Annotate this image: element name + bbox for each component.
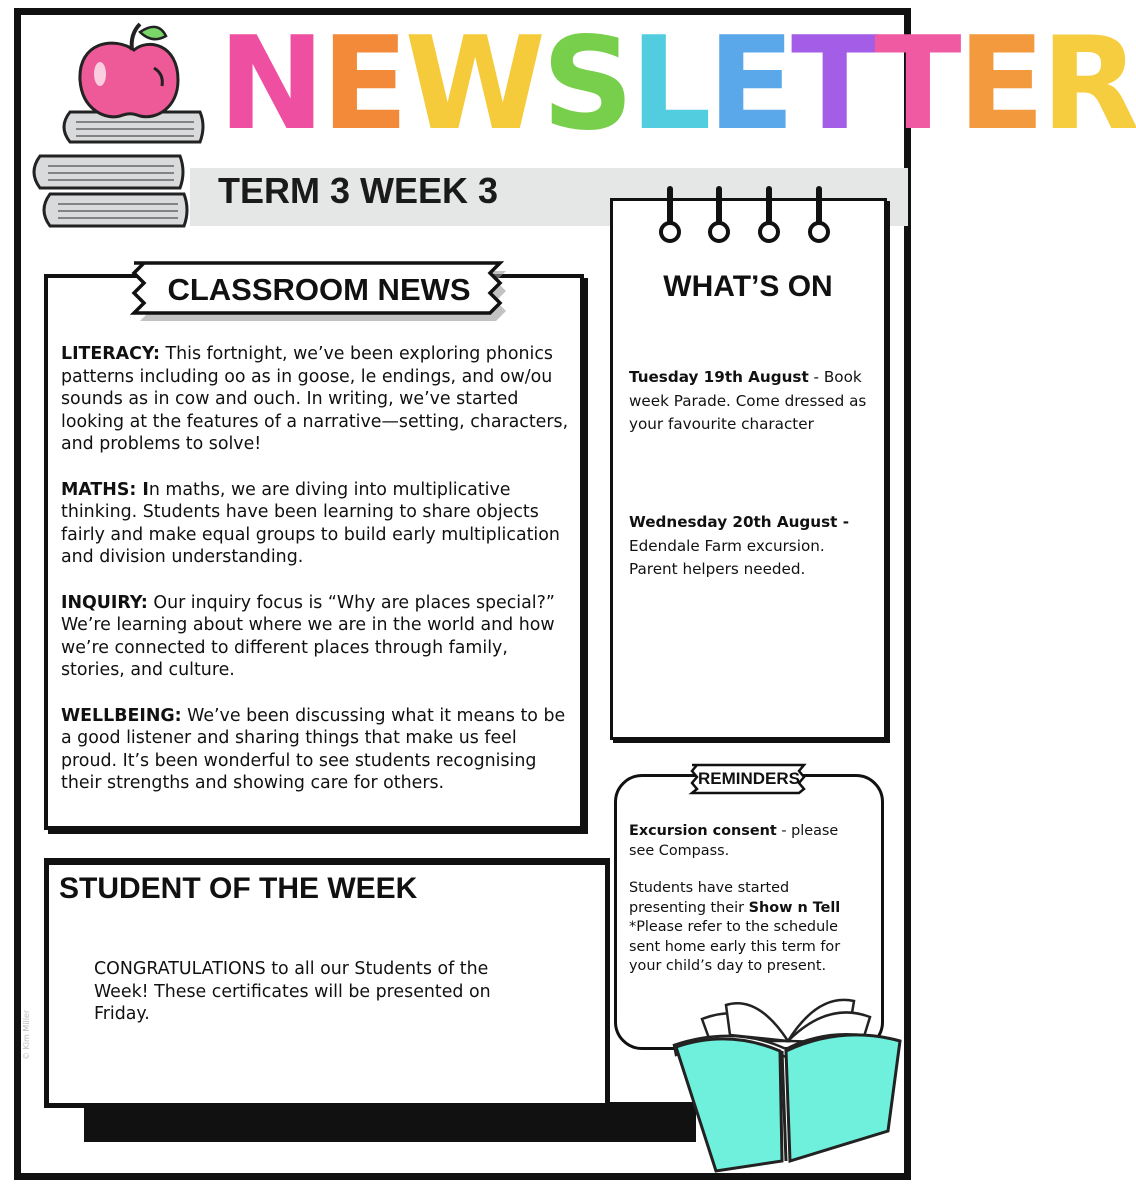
student-of-week-heading: STUDENT OF THE WEEK	[59, 872, 418, 905]
binder-ring-icon	[808, 186, 830, 248]
event-text: Edendale Farm excursion. Parent helpers needed.	[629, 536, 825, 578]
event-item	[629, 366, 869, 437]
title-letter: T	[790, 10, 875, 159]
title-letter: E	[321, 10, 405, 159]
wellbeing-text: We’ve been discussing what it means to be a good listener and sharing things that make us feel proud. It’s been wonderful to see students recognising their strengths and showing care for others.	[61, 705, 566, 793]
title-letter: W	[404, 10, 542, 159]
title-letter: S	[541, 10, 630, 159]
inquiry-paragraph	[61, 592, 573, 682]
student-of-week-text: CONGRATULATIONS to all our Students of the Week! These certificates will be presented on Friday.	[94, 959, 491, 1024]
title-letter: E	[957, 10, 1041, 159]
open-book-illustration	[668, 985, 906, 1173]
reminder-text: - please see Compass.	[629, 823, 839, 859]
literacy-text: This fortnight, we’ve been exploring phonics patterns including oo as in goose, le endings, and ow/ou sounds as in cow and ouch. In writing, we’ve started looking at the features of a narrative—setting, characters, and problems to solve!	[61, 344, 569, 454]
reminder-bold: Show n Tell	[748, 899, 841, 916]
event-separator: -	[808, 368, 824, 386]
reminders-heading: REMINDERS	[697, 769, 800, 788]
event-date: Tuesday 19th August	[629, 368, 809, 386]
reminder-text: *Please refer to the schedule sent home early this term for your child’s day to present.	[629, 919, 841, 974]
maths-text: n maths, we are diving into multiplicative thinking. Students have been learning to share objects fairly and make equal groups to build early multiplication and division understanding.	[61, 479, 560, 567]
title-letter: R	[1041, 10, 1136, 159]
inquiry-label: INQUIRY:	[61, 592, 148, 613]
student-of-week-shadow	[84, 1102, 696, 1142]
title-letter: T	[874, 10, 958, 159]
maths-label: MATHS: I	[61, 479, 149, 500]
title-letter: N	[218, 10, 322, 159]
newsletter-title	[218, 10, 1136, 160]
reminder-item	[629, 879, 864, 977]
event-item	[629, 511, 869, 582]
term-week-label: TERM 3 WEEK 3	[218, 170, 499, 211]
classroom-news-body	[61, 343, 573, 818]
title-letter: L	[629, 10, 708, 159]
wellbeing-paragraph	[61, 705, 573, 795]
copyright-watermark: © Kim Miller	[22, 1009, 31, 1060]
binder-ring-icon	[708, 186, 730, 248]
maths-paragraph	[61, 479, 573, 569]
apple-on-books-illustration	[36, 16, 214, 230]
binder-ring-icon	[758, 186, 780, 248]
literacy-paragraph	[61, 343, 573, 456]
reminder-text: Students have started presenting their	[629, 880, 790, 916]
reminder-bold: Excursion consent	[629, 823, 777, 839]
title-letter: E	[707, 10, 791, 159]
inquiry-text: Our inquiry focus is “Why are places special?” We’re learning about where we are in the world and how we’re connected to different places through family, stories, and culture.	[61, 592, 555, 680]
reminder-item	[629, 822, 864, 861]
wellbeing-label: WELLBEING:	[61, 705, 182, 726]
whats-on-heading: WHAT’S ON	[663, 270, 833, 303]
binder-ring-icon	[659, 186, 681, 248]
classroom-news-heading: CLASSROOM NEWS	[167, 272, 471, 307]
event-text: Book week Parade. Come dressed as your favourite character	[629, 368, 867, 433]
literacy-label: LITERACY:	[61, 344, 160, 364]
event-date: Wednesday 20th August -	[629, 513, 850, 531]
